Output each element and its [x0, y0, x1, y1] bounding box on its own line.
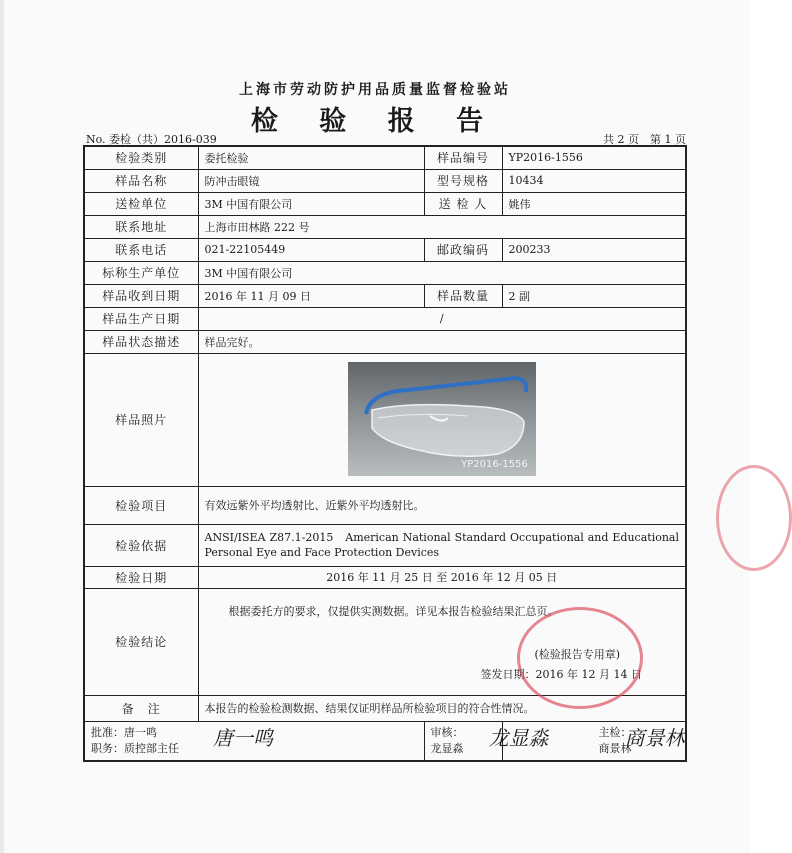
table-row	[84, 566, 686, 588]
cell-value: 021-22105449	[198, 238, 424, 261]
table-row	[84, 146, 686, 169]
document-number: No. 委检（共）2016-039	[86, 133, 217, 146]
reviewer-label: 审核：	[430, 725, 464, 739]
main-inspector-cell	[488, 721, 686, 761]
main-inspector-name: 商景林	[598, 741, 632, 755]
cell-label: 样品名称	[84, 169, 198, 192]
approver-signature: 唐一鸣	[213, 725, 273, 750]
table-row	[84, 192, 686, 215]
cell-label: 邮政编码	[424, 238, 502, 261]
main-inspector-label: 主检：	[598, 725, 632, 739]
table-row	[84, 588, 686, 695]
cell-label: 样品收到日期	[84, 284, 198, 307]
cell-label: 型号规格	[424, 169, 502, 192]
cell-value: /	[198, 307, 686, 330]
cell-value: 3M 中国有限公司	[198, 192, 424, 215]
cell-label: 标称生产单位	[84, 261, 198, 284]
table-row	[84, 307, 686, 330]
cell-value: 防冲击眼镜	[198, 169, 424, 192]
cell-label: 检验类别	[84, 146, 198, 169]
cell-value: 3M 中国有限公司	[198, 261, 686, 284]
signature-row	[84, 721, 686, 761]
conclusion-block	[199, 589, 686, 695]
conclusion-text: 根据委托方的要求，仅提供实测数据。详见本报告检验结果汇总页。	[228, 604, 559, 618]
stamp-caption: (检验报告专用章)	[534, 647, 621, 661]
reviewer-signature: 龙显淼	[488, 725, 549, 750]
photo-sample-code: YP2016-1556	[461, 459, 528, 470]
official-stamp	[517, 607, 643, 709]
cell-label: 联系地址	[84, 215, 198, 238]
reviewer-name: 龙显淼	[430, 741, 464, 755]
approver: 批准：唐一鸣	[91, 725, 157, 739]
cell-label: 样品编号	[424, 146, 502, 169]
cell-label: 检验项目	[84, 486, 198, 524]
cell-label: 检验日期	[84, 566, 198, 588]
page-count: 共 2 页 第 1 页	[603, 133, 686, 146]
cell-value: 样品完好。	[198, 330, 686, 353]
cell-value: 上海市田林路 222 号	[198, 215, 686, 238]
conclusion-cell	[198, 588, 686, 695]
cell-label: 样品数量	[424, 284, 502, 307]
table-row	[84, 330, 686, 353]
report-title: 检 验 报 告	[250, 106, 500, 137]
cell-value: 本报告的检验检测数据、结果仅证明样品所检验项目的符合性情况。	[198, 695, 686, 721]
cell-value: 姚伟	[502, 192, 686, 215]
cell-label: 送 检 人	[424, 192, 502, 215]
table-row	[84, 215, 686, 238]
cell-value: 2016 年 11 月 25 日 至 2016 年 12 月 05 日	[198, 566, 686, 588]
cell-value: 10434	[502, 169, 686, 192]
table-row	[84, 353, 686, 486]
organization-name: 上海市劳动防护用品质量监督检验站	[239, 82, 511, 98]
cell-label: 样品状态描述	[84, 330, 198, 353]
cell-label: 样品生产日期	[84, 307, 198, 330]
table-row	[84, 261, 686, 284]
approval-cell	[84, 721, 424, 761]
table-row	[84, 169, 686, 192]
table-row	[84, 524, 686, 566]
cell-value: ANSI/ISEA Z87.1-2015 American National Standard Occupational and Educational Personal Eye and Face Protection Devices	[198, 524, 686, 566]
cell-label: 样品照片	[84, 353, 198, 486]
main-inspector-signature: 商景林	[624, 725, 685, 750]
cell-label: 送检单位	[84, 192, 198, 215]
cell-value: 委托检验	[198, 146, 424, 169]
photo-cell	[198, 353, 686, 486]
table-row	[84, 284, 686, 307]
report-table	[83, 145, 687, 762]
table-row	[84, 238, 686, 261]
cell-label: 备 注	[84, 695, 198, 721]
table-row	[84, 486, 686, 524]
cell-label: 检验依据	[84, 524, 198, 566]
cell-value: YP2016-1556	[502, 146, 686, 169]
sample-photo	[348, 362, 536, 476]
cell-label: 联系电话	[84, 238, 198, 261]
seam-stamp	[716, 465, 792, 571]
cell-value: 2 副	[502, 284, 686, 307]
issue-date: 签发日期：2016 年 12 月 14 日	[480, 667, 642, 681]
cell-value: 2016 年 11 月 09 日	[198, 284, 424, 307]
approver-title: 职务：质控部主任	[91, 741, 179, 755]
cell-label: 检验结论	[84, 588, 198, 695]
cell-value: 有效远紫外平均透射比、近紫外平均透射比。	[198, 486, 686, 524]
cell-value: 200233	[502, 238, 686, 261]
